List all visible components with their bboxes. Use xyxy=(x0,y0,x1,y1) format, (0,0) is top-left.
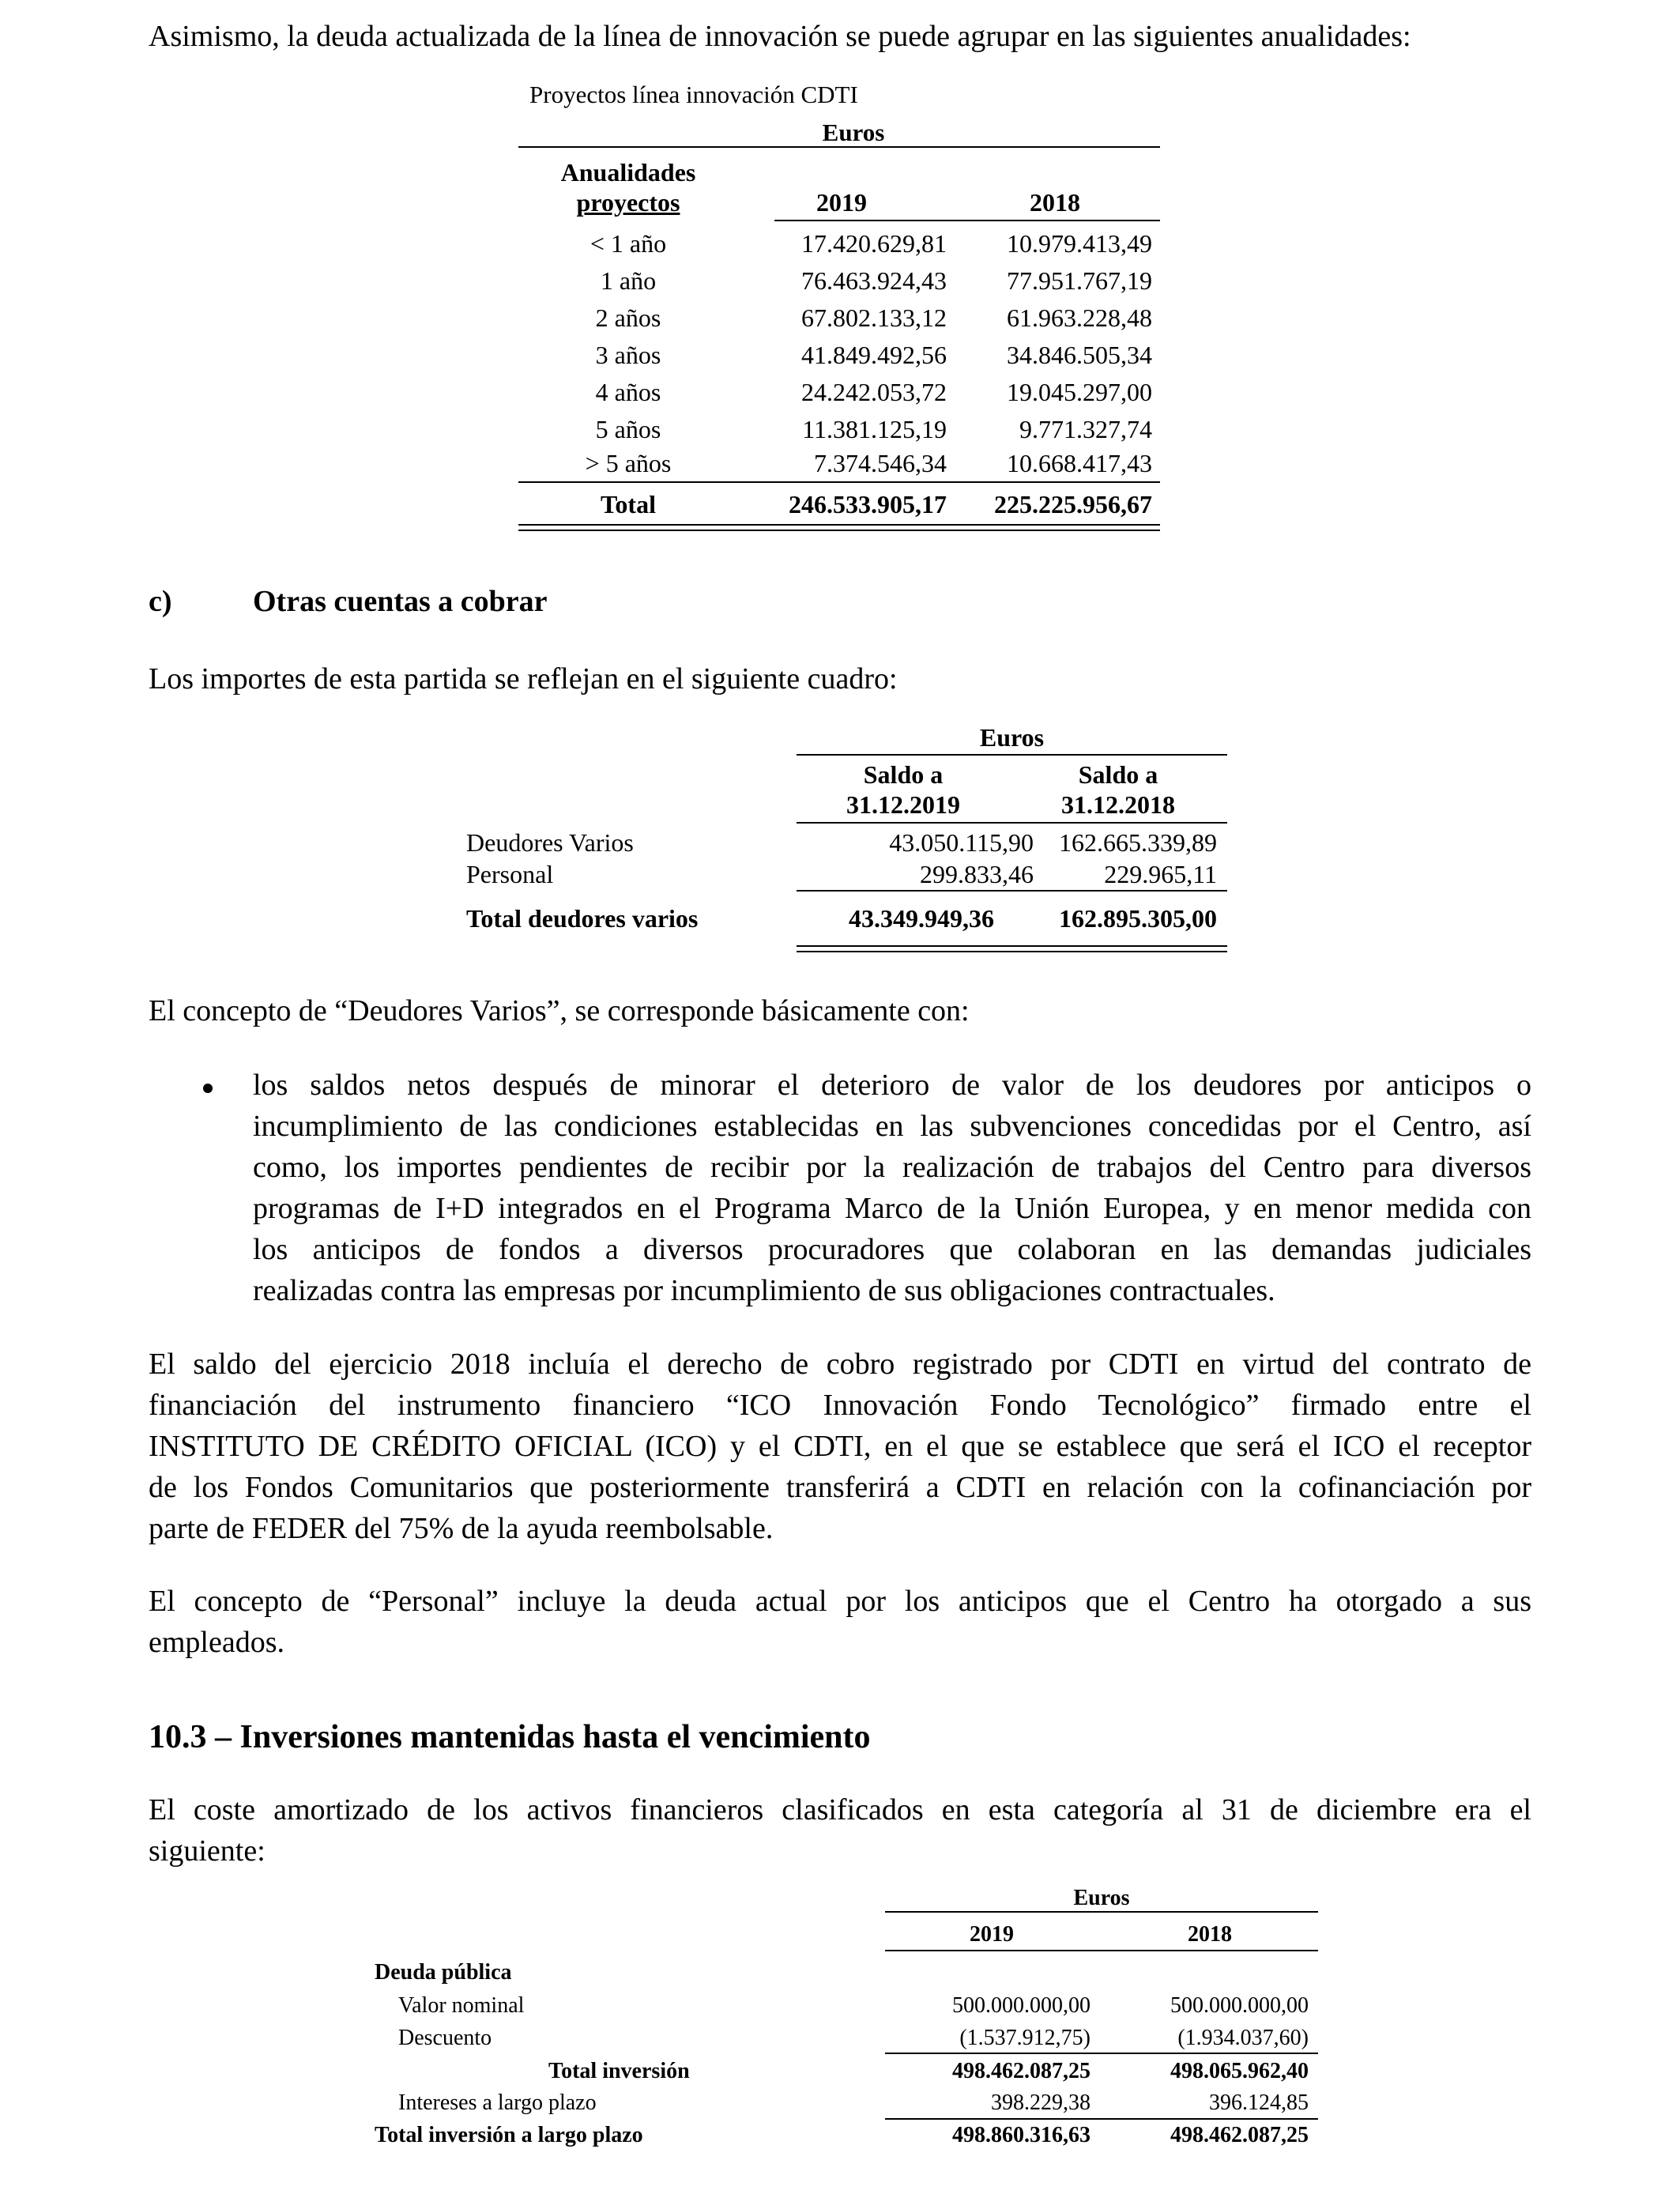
intereses-label: Intereses a largo plazo xyxy=(398,2090,597,2115)
paragraph-line: financiación del instrumento financiero “ICO Innovación Fondo Tecnológico” firmado entre el xyxy=(149,1389,1531,1422)
section-heading: 10.3 – Inversiones mantenidas hasta el vencimiento xyxy=(149,1719,871,1755)
col-label-proyectos: proyectos xyxy=(576,188,680,217)
paragraph-coste xyxy=(149,1789,1531,1872)
intereses-2019: 398.229,38 xyxy=(991,2090,1090,2115)
paragraph-line: El saldo del ejercicio 2018 incluía el derecho de cobro registrado por CDTI en virtud del contrato de xyxy=(149,1348,1531,1381)
bullet-paragraph xyxy=(253,1065,1531,1311)
total-double-rule xyxy=(797,945,1227,952)
row-value-2018: 10.979.413,49 xyxy=(1007,229,1152,258)
col-header-2019: 2019 xyxy=(816,188,867,217)
row-value-2018: 61.963.228,48 xyxy=(1007,303,1152,332)
intereses-2018: 396.124,85 xyxy=(1209,2090,1309,2115)
row-value-2019: 299.833,46 xyxy=(920,860,1034,888)
col-header-rule xyxy=(774,220,1160,221)
row-label: > 5 años xyxy=(585,449,672,477)
paragraph-2018 xyxy=(149,1344,1531,1549)
paragraph-line: empleados. xyxy=(149,1626,285,1659)
paragraph-line: siguiente: xyxy=(149,1834,266,1868)
paragraph-personal xyxy=(149,1581,1531,1663)
row-label: < 1 año xyxy=(590,229,667,258)
table-total-2018: 225.225.956,67 xyxy=(994,490,1152,518)
row-value-2018: 500.000.000,00 xyxy=(1170,1993,1309,2018)
table-total-2019: 246.533.905,17 xyxy=(789,490,947,518)
col2-line2: 31.12.2018 xyxy=(1061,790,1175,819)
section-letter: c) xyxy=(149,585,172,618)
bullet-line: programas de I+D integrados en el Programa Marco de la Unión Europea, y en menor medida con xyxy=(253,1192,1531,1225)
intro-text: Asimismo, la deuda actualizada de la línea de innovación se puede agrupar en las siguientes anualidades: xyxy=(149,20,1411,53)
col-header-2019: 2019 xyxy=(970,1922,1014,1947)
bullet-line: los saldos netos después de minorar el deterioro de valor de los deudores por anticipos o xyxy=(253,1069,1531,1102)
row-label: Valor nominal xyxy=(398,1993,525,2018)
col1-line2: 31.12.2019 xyxy=(846,790,960,819)
total-inversion-2019: 498.462.087,25 xyxy=(952,2059,1090,2083)
row-value-2019: 7.374.546,34 xyxy=(814,449,947,477)
col-label-anualidades: Anualidades xyxy=(560,158,696,187)
row-label: 5 años xyxy=(595,415,661,443)
total-inversion-2018: 498.065.962,40 xyxy=(1170,2059,1309,2083)
header-rule xyxy=(797,754,1227,756)
total-rule xyxy=(518,481,1160,483)
table-total-2018: 162.895.305,00 xyxy=(1059,904,1217,933)
col1-line1: Saldo a xyxy=(863,760,944,789)
section-label: Deuda pública xyxy=(375,1960,512,1985)
concept-intro: El concepto de “Deudores Varios”, se corresponde básicamente con: xyxy=(149,994,970,1027)
row-value-2018: 77.951.767,19 xyxy=(1007,266,1152,295)
table2-intro: Los importes de esta partida se reflejan en el siguiente cuadro: xyxy=(149,662,898,696)
col2-line1: Saldo a xyxy=(1078,760,1158,789)
row-value-2018: (1.934.037,60) xyxy=(1177,2026,1309,2050)
table-caption: Proyectos línea innovación CDTI xyxy=(529,81,858,108)
row-label: 3 años xyxy=(595,341,661,369)
total-lp-2018: 498.462.087,25 xyxy=(1170,2123,1309,2147)
col-header-rule xyxy=(885,1950,1318,1951)
row-value-2019: 17.420.629,81 xyxy=(801,229,947,258)
row-value-2018: 229.965,11 xyxy=(1104,860,1217,888)
bullet-line: incumplimiento de las condiciones establecidas en las subvenciones concedidas por el Centro, así xyxy=(253,1110,1531,1143)
group-header-euros: Euros xyxy=(979,723,1045,752)
row-label: Descuento xyxy=(398,2026,492,2050)
paragraph-line: INSTITUTO DE CRÉDITO OFICIAL (ICO) y el CDTI, en el que se establece que será el ICO el receptor xyxy=(149,1430,1531,1463)
total-double-rule xyxy=(518,524,1160,531)
bullet-line: como, los importes pendientes de recibir por la realización de trabajos del Centro para diversos xyxy=(253,1151,1531,1184)
total-lp-2019: 498.860.316,63 xyxy=(952,2123,1090,2147)
paragraph-line: El coste amortizado de los activos financieros clasificados en esta categoría al 31 de diciembre era el xyxy=(149,1793,1531,1826)
paragraph-line: parte de FEDER del 75% de la ayuda reembolsable. xyxy=(149,1512,774,1545)
bullet-line: realizadas contra las empresas por incumplimiento de sus obligaciones contractuales. xyxy=(253,1274,1275,1307)
col-header-rule xyxy=(797,822,1227,824)
row-value-2018: 9.771.327,74 xyxy=(1019,415,1152,443)
header-rule xyxy=(518,146,1160,148)
table-total-2019: 43.349.949,36 xyxy=(849,904,994,933)
row-value-2018: 162.665.339,89 xyxy=(1059,828,1217,857)
bullet-icon xyxy=(203,1084,213,1093)
table-total-label: Total deudores varios xyxy=(466,904,699,933)
paragraph-line: El concepto de “Personal” incluye la deuda actual por los anticipos que el Centro ha otorgado a sus xyxy=(149,1585,1531,1618)
bullet-line: los anticipos de fondos a diversos procuradores que colaboran en las demandas judiciales xyxy=(253,1233,1531,1266)
row-label: 2 años xyxy=(595,303,661,332)
total-inversion-label: Total inversión xyxy=(548,2059,690,2083)
row-value-2018: 10.668.417,43 xyxy=(1007,449,1152,477)
row-value-2019: 43.050.115,90 xyxy=(889,828,1034,857)
table-total-label: Total xyxy=(601,490,656,518)
row-label: 4 años xyxy=(595,378,661,406)
row-value-2019: (1.537.912,75) xyxy=(959,2026,1090,2050)
col-header-2018: 2018 xyxy=(1030,188,1080,217)
total-rule xyxy=(797,890,1227,892)
row-value-2019: 41.849.492,56 xyxy=(801,341,947,369)
col-header-2018: 2018 xyxy=(1188,1922,1232,1947)
total-rule xyxy=(885,2118,1318,2120)
row-value-2019: 11.381.125,19 xyxy=(802,415,947,443)
group-header-euros: Euros xyxy=(1073,1886,1130,1910)
total-lp-label: Total inversión a largo plazo xyxy=(375,2123,643,2147)
header-rule xyxy=(885,1911,1318,1913)
row-label: Deudores Varios xyxy=(466,828,634,857)
section-title: Otras cuentas a cobrar xyxy=(253,585,548,618)
subtotal-rule xyxy=(885,2053,1318,2054)
group-header-euros: Euros xyxy=(822,119,885,146)
row-label: 1 año xyxy=(600,266,657,295)
row-value-2018: 19.045.297,00 xyxy=(1007,378,1152,406)
row-value-2019: 67.802.133,12 xyxy=(801,303,947,332)
paragraph-line: de los Fondos Comunitarios que posteriormente transferirá a CDTI en relación con la cofinanciación por xyxy=(149,1471,1531,1504)
row-label: Personal xyxy=(466,860,554,888)
row-value-2019: 24.242.053,72 xyxy=(801,378,947,406)
row-value-2019: 76.463.924,43 xyxy=(801,266,947,295)
row-value-2018: 34.846.505,34 xyxy=(1007,341,1152,369)
row-value-2019: 500.000.000,00 xyxy=(952,1993,1090,2018)
